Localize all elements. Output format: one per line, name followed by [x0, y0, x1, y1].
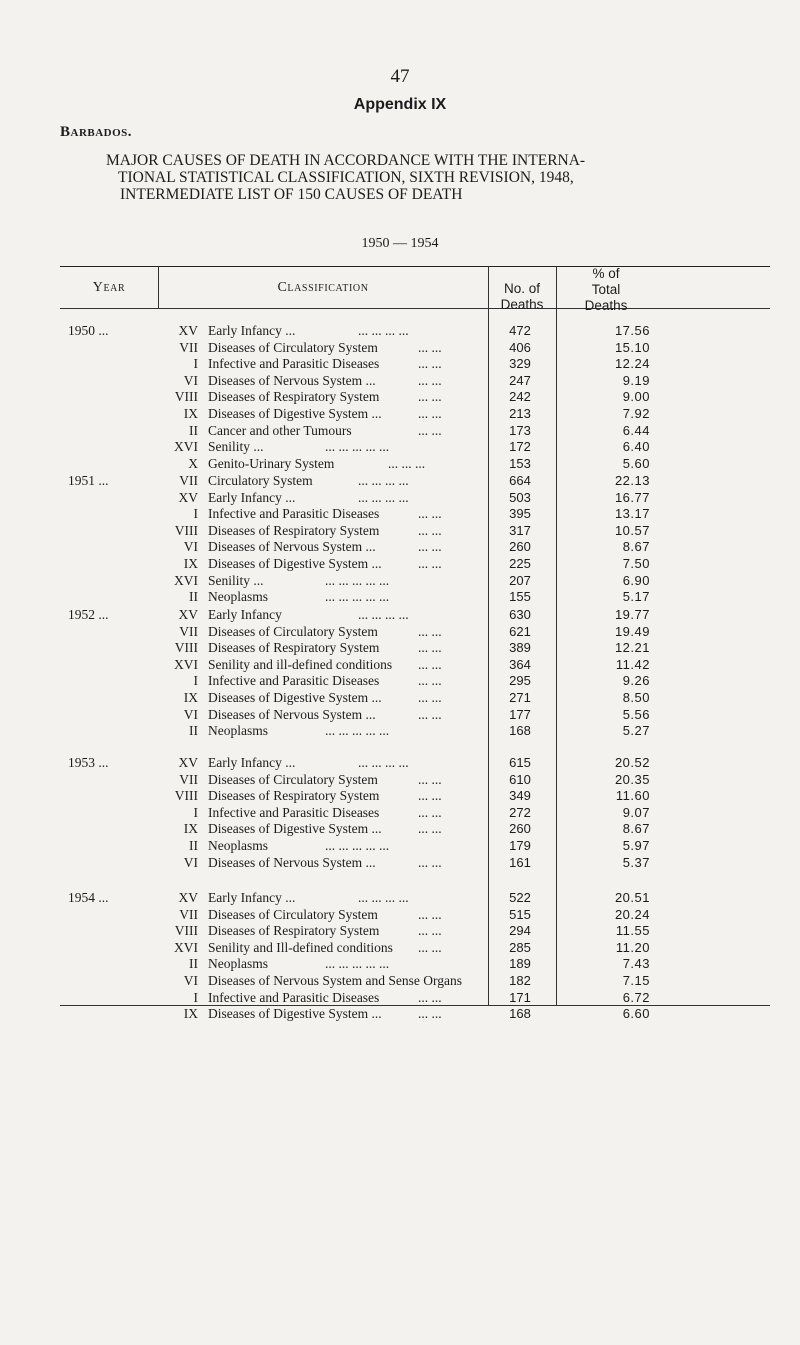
cause-cell: Infective and Parasitic Diseases [208, 356, 380, 372]
leader-dots: ... ... [418, 656, 442, 672]
deaths-cell: 168 [509, 723, 531, 739]
deaths-cell: 610 [509, 771, 531, 787]
table-row [0, 723, 800, 739]
deaths-cell: 260 [509, 821, 531, 837]
table-row [0, 956, 800, 972]
table-row [0, 589, 800, 605]
class-numeral-cell: XVI [174, 656, 198, 672]
title-line-3: INTERMEDIATE LIST OF 150 CAUSES OF DEATH [120, 186, 463, 203]
percent-cell: 19.77 [614, 607, 650, 622]
table-row [0, 755, 800, 771]
cause-cell: Diseases of Nervous System ... [208, 372, 376, 388]
cause-cell: Senility and ill-defined conditions [208, 656, 393, 672]
class-numeral-cell: XV [178, 890, 198, 905]
header-classification: Classification [277, 280, 369, 295]
leader-dots: ... ... ... ... ... [325, 956, 390, 972]
table-row [0, 573, 800, 589]
appendix-heading: Appendix IX [353, 96, 447, 113]
leader-dots: ... ... [418, 406, 442, 421]
cause-cell: Early Infancy ... [208, 489, 296, 505]
leader-dots: ... ... [418, 923, 442, 939]
percent-cell: 22.13 [614, 473, 650, 488]
deaths-cell: 272 [509, 804, 531, 820]
leader-dots: ... ... [418, 706, 442, 722]
cause-cell: Senility ... [208, 439, 264, 455]
percent-cell: 20.24 [614, 906, 650, 922]
cause-cell: Senility and Ill-defined conditions [208, 939, 393, 955]
class-numeral-cell: VIII [174, 640, 198, 656]
leader-dots: ... ... [418, 788, 442, 804]
class-numeral-cell: VIII [174, 923, 198, 939]
table-title [96, 152, 736, 203]
cause-cell: Neoplasms [208, 723, 268, 739]
table-row [0, 890, 800, 906]
header-percent-line3: Deaths [584, 298, 628, 313]
cause-cell: Early Infancy [208, 607, 282, 622]
percent-cell: 17.56 [614, 323, 650, 338]
deaths-cell: 285 [509, 939, 531, 955]
deaths-cell: 472 [509, 323, 531, 338]
deaths-cell: 171 [509, 989, 531, 1005]
class-numeral-cell: II [189, 838, 198, 853]
deaths-cell: 155 [509, 589, 531, 605]
leader-dots: ... ... ... ... [358, 489, 409, 505]
table-row [0, 373, 800, 389]
deaths-cell: 179 [509, 838, 531, 853]
class-numeral-cell: XVI [174, 939, 198, 955]
table-row [0, 406, 800, 422]
percent-cell: 11.42 [615, 656, 650, 672]
table-row [0, 323, 800, 339]
table-row [0, 990, 800, 1006]
cause-cell: Cancer and other Tumours [208, 422, 352, 438]
deaths-cell: 260 [509, 539, 531, 555]
percent-cell: 16.77 [614, 489, 650, 505]
leader-dots: ... ... [418, 906, 442, 922]
cause-cell: Diseases of Respiratory System [208, 788, 380, 804]
deaths-cell: 395 [509, 506, 531, 522]
cause-cell: Diseases of Digestive System ... [208, 690, 382, 705]
cause-cell: Genito-Urinary System [208, 455, 335, 471]
class-numeral-cell: I [193, 989, 198, 1005]
percent-cell: 12.21 [614, 640, 650, 656]
header-deaths-line1: No. of [503, 281, 541, 296]
cause-cell: Diseases of Digestive System ... [208, 406, 382, 421]
cause-cell: Diseases of Circulatory System [208, 623, 378, 639]
class-numeral-cell: VIII [174, 389, 198, 405]
table-row [0, 805, 800, 821]
table-row [0, 340, 800, 356]
deaths-cell: 242 [509, 389, 531, 405]
deaths-cell: 295 [509, 673, 531, 689]
class-numeral-cell: XV [178, 323, 198, 338]
percent-cell: 9.26 [622, 673, 650, 689]
percent-cell: 5.97 [622, 838, 650, 853]
title-line-2: TIONAL STATISTICAL CLASSIFICATION, SIXTH REVISION, 1948, [118, 169, 574, 186]
cause-cell: Early Infancy ... [208, 755, 296, 770]
percent-cell: 20.51 [614, 890, 650, 905]
class-numeral-cell: X [188, 455, 198, 471]
table-row [0, 923, 800, 939]
leader-dots: ... ... [418, 821, 442, 837]
percent-cell: 8.67 [622, 539, 650, 555]
deaths-cell: 621 [509, 623, 531, 639]
deaths-cell: 177 [509, 706, 531, 722]
cause-cell: Diseases of Nervous System ... [208, 539, 376, 555]
cause-cell: Diseases of Circulatory System [208, 339, 378, 355]
leader-dots: ... ... ... ... [358, 473, 409, 488]
percent-cell: 20.52 [614, 755, 650, 770]
page-number: 47 [390, 66, 410, 87]
leader-dots: ... ... ... ... ... [325, 838, 390, 853]
leader-dots: ... ... ... ... ... [325, 723, 390, 739]
leader-dots: ... ... [418, 690, 442, 705]
deaths-cell: 207 [509, 572, 531, 588]
class-numeral-cell: XVI [174, 439, 198, 455]
percent-cell: 8.50 [622, 690, 650, 705]
cause-cell: Diseases of Circulatory System [208, 771, 378, 787]
cause-cell: Diseases of Digestive System ... [208, 1006, 382, 1022]
table-row [0, 907, 800, 923]
deaths-cell: 389 [509, 640, 531, 656]
leader-dots: ... ... [418, 771, 442, 787]
header-percent-line2: Total [591, 282, 621, 297]
class-numeral-cell: VI [183, 973, 198, 988]
cause-cell: Diseases of Respiratory System [208, 923, 380, 939]
class-numeral-cell: VII [179, 339, 198, 355]
cause-cell: Diseases of Digestive System ... [208, 556, 382, 571]
table-row [0, 389, 800, 405]
leader-dots: ... ... [418, 522, 442, 538]
leader-dots: ... ... [418, 804, 442, 820]
class-numeral-cell: II [189, 723, 198, 739]
percent-cell: 6.72 [622, 989, 650, 1005]
cause-cell: Infective and Parasitic Diseases [208, 989, 380, 1005]
class-numeral-cell: I [193, 506, 198, 522]
class-numeral-cell: XV [178, 755, 198, 770]
class-numeral-cell: VII [179, 623, 198, 639]
leader-dots: ... ... [418, 854, 442, 870]
class-numeral-cell: I [193, 356, 198, 372]
cause-cell: Infective and Parasitic Diseases [208, 673, 380, 689]
header-deaths-line2: Deaths [500, 297, 544, 312]
percent-cell: 6.60 [622, 1006, 650, 1022]
class-numeral-cell: IX [183, 821, 198, 837]
deaths-cell: 329 [509, 356, 531, 372]
title-line-1: MAJOR CAUSES OF DEATH IN ACCORDANCE WITH THE INTERNA- [106, 152, 586, 169]
percent-cell: 5.56 [622, 706, 650, 722]
deaths-cell: 213 [509, 406, 531, 421]
leader-dots: ... ... ... ... [358, 607, 409, 622]
deaths-cell: 349 [509, 788, 531, 804]
cause-cell: Diseases of Respiratory System [208, 389, 380, 405]
percent-cell: 10.57 [614, 522, 650, 538]
year-cell: 1950 ... [68, 323, 109, 338]
class-numeral-cell: II [189, 956, 198, 972]
table-row [0, 673, 800, 689]
class-numeral-cell: I [193, 673, 198, 689]
class-numeral-cell: XV [178, 607, 198, 622]
deaths-cell: 189 [509, 956, 531, 972]
class-numeral-cell: VII [179, 473, 198, 488]
table-row [0, 821, 800, 837]
leader-dots: ... ... [418, 389, 442, 405]
leader-dots: ... ... [418, 673, 442, 689]
class-numeral-cell: I [193, 804, 198, 820]
table-row [0, 788, 800, 804]
leader-dots: ... ... [418, 989, 442, 1005]
leader-dots: ... ... ... ... ... [325, 572, 390, 588]
class-numeral-cell: VII [179, 771, 198, 787]
deaths-cell: 615 [509, 755, 531, 770]
deaths-cell: 271 [509, 690, 531, 705]
class-numeral-cell: IX [183, 556, 198, 571]
table-row [0, 973, 800, 989]
deaths-cell: 168 [509, 1006, 531, 1022]
header-deaths [488, 281, 556, 313]
deaths-cell: 406 [509, 339, 531, 355]
leader-dots: ... ... ... ... [358, 755, 409, 770]
percent-cell: 7.50 [622, 556, 650, 571]
leader-dots: ... ... [418, 556, 442, 571]
class-numeral-cell: VIII [174, 522, 198, 538]
leader-dots: ... ... ... [388, 455, 426, 471]
percent-cell: 5.27 [622, 723, 650, 739]
class-numeral-cell: II [189, 589, 198, 605]
leader-dots: ... ... ... ... ... [325, 439, 390, 455]
class-numeral-cell: IX [183, 690, 198, 705]
year-cell: 1952 ... [68, 607, 109, 622]
table-row [0, 490, 800, 506]
cause-cell: Diseases of Nervous System and Sense Organs [208, 973, 462, 988]
leader-dots: ... ... [418, 939, 442, 955]
table-top-rule [60, 266, 770, 267]
class-numeral-cell: IX [183, 406, 198, 421]
leader-dots: ... ... [418, 372, 442, 388]
table-row [0, 356, 800, 372]
cause-cell: Neoplasms [208, 589, 268, 605]
percent-cell: 9.00 [622, 389, 650, 405]
percent-cell: 11.60 [615, 788, 650, 804]
year-cell: 1953 ... [68, 755, 109, 770]
leader-dots: ... ... [418, 356, 442, 372]
country-heading: Barbados. [60, 124, 133, 140]
header-percent-line1: % of [592, 266, 620, 281]
table-row [0, 940, 800, 956]
year-cell: 1951 ... [68, 473, 109, 488]
table-row [0, 772, 800, 788]
percent-cell: 12.24 [614, 356, 650, 372]
percent-cell: 7.15 [622, 973, 650, 988]
deaths-cell: 161 [509, 854, 531, 870]
percent-cell: 11.55 [615, 923, 650, 939]
header-year: Year [92, 280, 126, 295]
table-row [0, 539, 800, 555]
percent-cell: 20.35 [614, 771, 650, 787]
cause-cell: Diseases of Nervous System ... [208, 706, 376, 722]
table-row [0, 506, 800, 522]
percent-cell: 11.20 [615, 939, 650, 955]
deaths-cell: 182 [509, 973, 531, 988]
cause-cell: Neoplasms [208, 838, 268, 853]
percent-cell: 6.40 [622, 439, 650, 455]
cause-cell: Neoplasms [208, 956, 268, 972]
percent-cell: 7.43 [622, 956, 650, 972]
percent-cell: 5.17 [622, 589, 650, 605]
table-row [0, 657, 800, 673]
leader-dots: ... ... [418, 640, 442, 656]
cause-cell: Infective and Parasitic Diseases [208, 506, 380, 522]
deaths-cell: 515 [509, 906, 531, 922]
percent-cell: 15.10 [614, 339, 650, 355]
percent-cell: 5.60 [622, 455, 650, 471]
table-row [0, 556, 800, 572]
table-row [0, 690, 800, 706]
percent-cell: 6.44 [622, 422, 650, 438]
deaths-cell: 630 [509, 607, 531, 622]
class-numeral-cell: VI [183, 539, 198, 555]
leader-dots: ... ... [418, 539, 442, 555]
header-percent [556, 266, 656, 314]
class-numeral-cell: VI [183, 706, 198, 722]
table-row [0, 523, 800, 539]
leader-dots: ... ... [418, 506, 442, 522]
deaths-cell: 317 [509, 522, 531, 538]
deaths-cell: 173 [509, 422, 531, 438]
percent-cell: 19.49 [614, 623, 650, 639]
deaths-cell: 172 [509, 439, 531, 455]
class-numeral-cell: VII [179, 906, 198, 922]
deaths-cell: 225 [509, 556, 531, 571]
table-row [0, 1006, 800, 1022]
deaths-cell: 153 [509, 455, 531, 471]
deaths-cell: 664 [509, 473, 531, 488]
table-row [0, 640, 800, 656]
percent-cell: 9.19 [622, 372, 650, 388]
leader-dots: ... ... [418, 422, 442, 438]
percent-cell: 7.92 [622, 406, 650, 421]
cause-cell: Early Infancy ... [208, 890, 296, 905]
table-row [0, 607, 800, 623]
table-row [0, 707, 800, 723]
cause-cell: Infective and Parasitic Diseases [208, 804, 380, 820]
cause-cell: Diseases of Digestive System ... [208, 821, 382, 837]
table-row [0, 473, 800, 489]
class-numeral-cell: XVI [174, 572, 198, 588]
class-numeral-cell: VIII [174, 788, 198, 804]
table-row [0, 855, 800, 871]
class-numeral-cell: IX [183, 1006, 198, 1022]
cause-cell: Diseases of Respiratory System [208, 640, 380, 656]
leader-dots: ... ... ... ... [358, 890, 409, 905]
class-numeral-cell: VI [183, 854, 198, 870]
deaths-cell: 522 [509, 890, 531, 905]
cause-cell: Diseases of Nervous System ... [208, 854, 376, 870]
leader-dots: ... ... [418, 339, 442, 355]
cause-cell: Diseases of Respiratory System [208, 522, 380, 538]
deaths-cell: 294 [509, 923, 531, 939]
period-label: 1950 — 1954 [361, 236, 439, 251]
leader-dots: ... ... [418, 1006, 442, 1022]
percent-cell: 5.37 [622, 854, 650, 870]
percent-cell: 13.17 [614, 506, 650, 522]
leader-dots: ... ... ... ... [358, 323, 409, 338]
cause-cell: Diseases of Circulatory System [208, 906, 378, 922]
leader-dots: ... ... ... ... ... [325, 589, 390, 605]
table-row [0, 456, 800, 472]
percent-cell: 8.67 [622, 821, 650, 837]
class-numeral-cell: II [189, 422, 198, 438]
percent-cell: 6.90 [622, 572, 650, 588]
table-row [0, 838, 800, 854]
cause-cell: Senility ... [208, 572, 264, 588]
table-row [0, 423, 800, 439]
percent-cell: 9.07 [622, 804, 650, 820]
cause-cell: Early Infancy ... [208, 323, 296, 338]
table-row [0, 624, 800, 640]
class-numeral-cell: XV [178, 489, 198, 505]
deaths-cell: 503 [509, 489, 531, 505]
deaths-cell: 247 [509, 372, 531, 388]
leader-dots: ... ... [418, 623, 442, 639]
header-rule [60, 308, 770, 309]
cause-cell: Circulatory System [208, 473, 313, 488]
table-row [0, 439, 800, 455]
deaths-cell: 364 [509, 656, 531, 672]
year-cell: 1954 ... [68, 890, 109, 905]
class-numeral-cell: VI [183, 372, 198, 388]
